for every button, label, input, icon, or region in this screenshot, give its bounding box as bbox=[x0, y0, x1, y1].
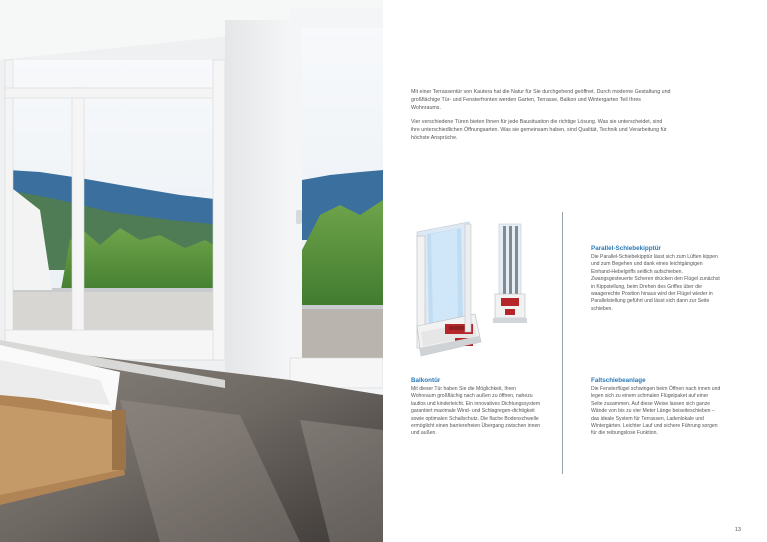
section-parallel-schiebekipptuer bbox=[591, 245, 721, 313]
bedroom-window-scene bbox=[0, 0, 383, 542]
section-text: Mit dieser Tür haben Sie die Möglichkeit, Ihren Wohnraum großflächig nach außen zu öffnen, nahezu lautlos und kinderleicht. Ein innovatives Dichtungssystem garantiert maximale Wind- und Schlagregen-dichtigkeit sowie optimalen Schallschutz. Die flache Bodenschwelle ermöglicht einen barrierefreien Übergang zwischen innen und außen. bbox=[411, 386, 541, 437]
profile-cross-section-icon bbox=[409, 214, 537, 364]
page-number: 13 bbox=[734, 527, 741, 533]
section-balkontuer bbox=[411, 377, 541, 438]
text-page bbox=[383, 0, 767, 542]
section-faltschiebeanlage bbox=[591, 377, 721, 438]
section-title: Balkontür bbox=[411, 377, 441, 384]
door-profile-illustration bbox=[409, 214, 537, 364]
intro-paragraph-2: Vier verschiedene Türen bieten Ihnen für jede Bausituation die richtige Lösung. Was sie unterscheidet, sind ihre unterschiedlichen Öffnungsarten. Was sie gemeinsam haben, sind Qualität, Technik und Verarbeitung für höchste Ansprüche. bbox=[411, 119, 667, 141]
vertical-divider bbox=[562, 212, 563, 474]
section-text: Die Parallel-Schiebekipptür lässt sich zum Lüften kippen und zum Begehen und dank eines leichtgängigen Einhand-Hebelgriffs seitlich aufschieben. Zwangsgesteuerte Scheren drücken den Flügel zunächst in Kippstellung, beim Drehen des Griffes über die waagerechte Position hinaus wird der Flügel wieder in Parallelstellung geführt und lässt sich dann zur Seite schieben. bbox=[591, 254, 720, 312]
interior-photo bbox=[0, 0, 383, 542]
intro-paragraph-1: Mit einer Terrassentür von Kautera hat die Natur für Sie durchgehend geöffnet. Durch moderne Gestaltung und großflächige Tür- und Fensterfronten werden Garten, Terrasse, Balkon und Wintergarten Teil Ihres Wohnraums. bbox=[411, 89, 671, 111]
section-text: Die Fensterflügel schwingen beim Öffnen nach innen und legen sich zu einem schmalen Flügelpaket auf einer Seite zusammen. Auf diese Weise lassen sich ganze Wände von bis zu vier Meter Länge beiseiteschieben – das ideale System für Terrassen, Ladenlokale und Wintergärten. Leichter Lauf und sichere Führung sorgen für die reibungslose Funktion. bbox=[591, 386, 721, 437]
section-title: Faltschiebeanlage bbox=[591, 377, 646, 384]
intro-text bbox=[411, 88, 671, 148]
section-title: Parallel-Schiebekipptür bbox=[591, 245, 661, 252]
